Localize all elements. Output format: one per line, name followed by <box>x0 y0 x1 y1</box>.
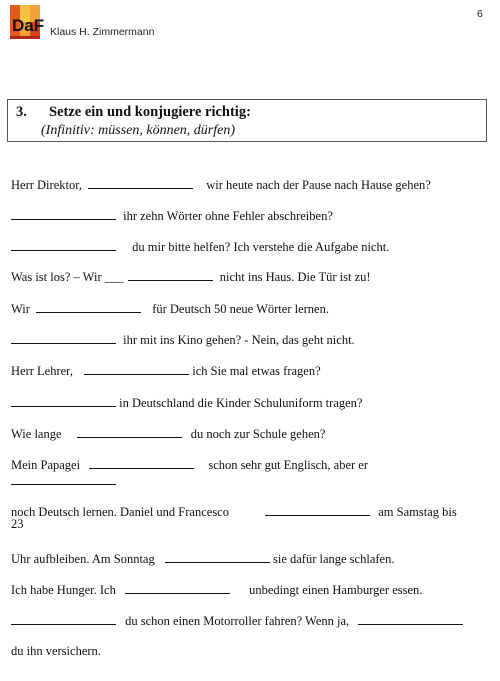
sentence-text: wir heute nach der Pause nach Hause gehen? <box>206 178 431 192</box>
exercise-line <box>11 550 394 566</box>
sentence-text: Wir <box>11 302 30 316</box>
sentence-text: noch Deutsch lernen. Daniel und Francesco <box>11 505 229 519</box>
sentence-text: Herr Lehrer, <box>11 364 73 378</box>
answer-blank[interactable] <box>89 456 194 469</box>
author-name: Klaus H. Zimmermann <box>50 26 155 38</box>
exercise-line <box>11 394 362 410</box>
exercise-line <box>11 300 329 316</box>
answer-blank[interactable] <box>265 503 370 516</box>
sentence-text: du schon einen Motorroller fahren? Wenn ja, <box>125 614 350 628</box>
svg-text:DaF: DaF <box>12 16 45 35</box>
sentence-text: für Deutsch 50 neue Wörter lernen. <box>152 302 329 316</box>
sentence-text: Ich habe Hunger. Ich <box>11 583 116 597</box>
sentence-text: Herr Direktor, <box>11 178 82 192</box>
sentence-text: Was ist los? – Wir ___ <box>11 270 124 284</box>
answer-blank[interactable] <box>165 550 270 563</box>
exercise-line <box>11 612 463 628</box>
sentence-text: Uhr aufbleiben. Am Sonntag <box>11 552 155 566</box>
answer-blank[interactable] <box>11 238 116 251</box>
answer-blank[interactable] <box>11 612 116 625</box>
sentence-text: du noch zur Schule gehen? <box>190 427 326 441</box>
answer-blank[interactable] <box>77 425 182 438</box>
sentence-text: in Deutschland die Kinder Schuluniform tragen? <box>119 396 363 410</box>
sentence-text: du mir bitte helfen? Ich verstehe die Aufgabe nicht. <box>132 240 390 254</box>
sentence-text: ich Sie mal etwas fragen? <box>192 364 321 378</box>
exercise-line <box>11 425 325 441</box>
sentence-text: unbedingt einen Hamburger essen. <box>249 583 423 597</box>
answer-blank[interactable] <box>11 472 116 485</box>
answer-blank[interactable] <box>11 394 116 407</box>
exercise-line <box>11 472 116 488</box>
answer-blank[interactable] <box>11 207 116 220</box>
exercise-line <box>11 456 368 472</box>
sentence-text: Mein Papagei <box>11 458 81 472</box>
sentence-text: sie dafür lange schlafen. <box>272 552 395 566</box>
exercise-line <box>11 503 457 519</box>
answer-blank[interactable] <box>11 331 116 344</box>
answer-blank[interactable] <box>125 581 230 594</box>
answer-blank[interactable] <box>88 176 193 189</box>
answer-blank[interactable] <box>36 300 141 313</box>
exercise-line <box>11 581 422 597</box>
exercise-line <box>11 207 333 223</box>
page-number: 6 <box>477 8 483 20</box>
sentence-text: ihr mit ins Kino gehen? - Nein, das geht nicht. <box>123 333 355 347</box>
exercise-line <box>11 362 321 378</box>
daf-logo <box>10 5 45 39</box>
task-heading-box <box>7 99 487 142</box>
answer-blank[interactable] <box>128 268 213 281</box>
sentence-text: Wie lange <box>11 427 62 441</box>
exercise-line <box>11 644 101 658</box>
sentence-text: ihr zehn Wörter ohne Fehler abschreiben? <box>123 209 333 223</box>
task-title: Setze ein und konjugiere richtig: <box>49 104 251 120</box>
answer-blank[interactable] <box>358 612 463 625</box>
sentence-text: nicht ins Haus. Die Tür ist zu! <box>219 270 371 284</box>
sentence-text: du ihn versichern. <box>11 644 101 658</box>
exercise-line <box>11 517 24 531</box>
sentence-text: 23 <box>11 517 24 531</box>
exercise-line <box>11 331 355 347</box>
exercise-line <box>11 238 389 254</box>
task-number: 3. <box>16 104 27 120</box>
sentence-text: am Samstag bis <box>378 505 457 519</box>
exercise-line <box>11 176 431 192</box>
exercise-line <box>11 268 371 284</box>
sentence-text: schon sehr gut Englisch, aber er <box>208 458 369 472</box>
answer-blank[interactable] <box>84 362 189 375</box>
task-subtitle: (Infinitiv: müssen, können, dürfen) <box>41 123 236 138</box>
